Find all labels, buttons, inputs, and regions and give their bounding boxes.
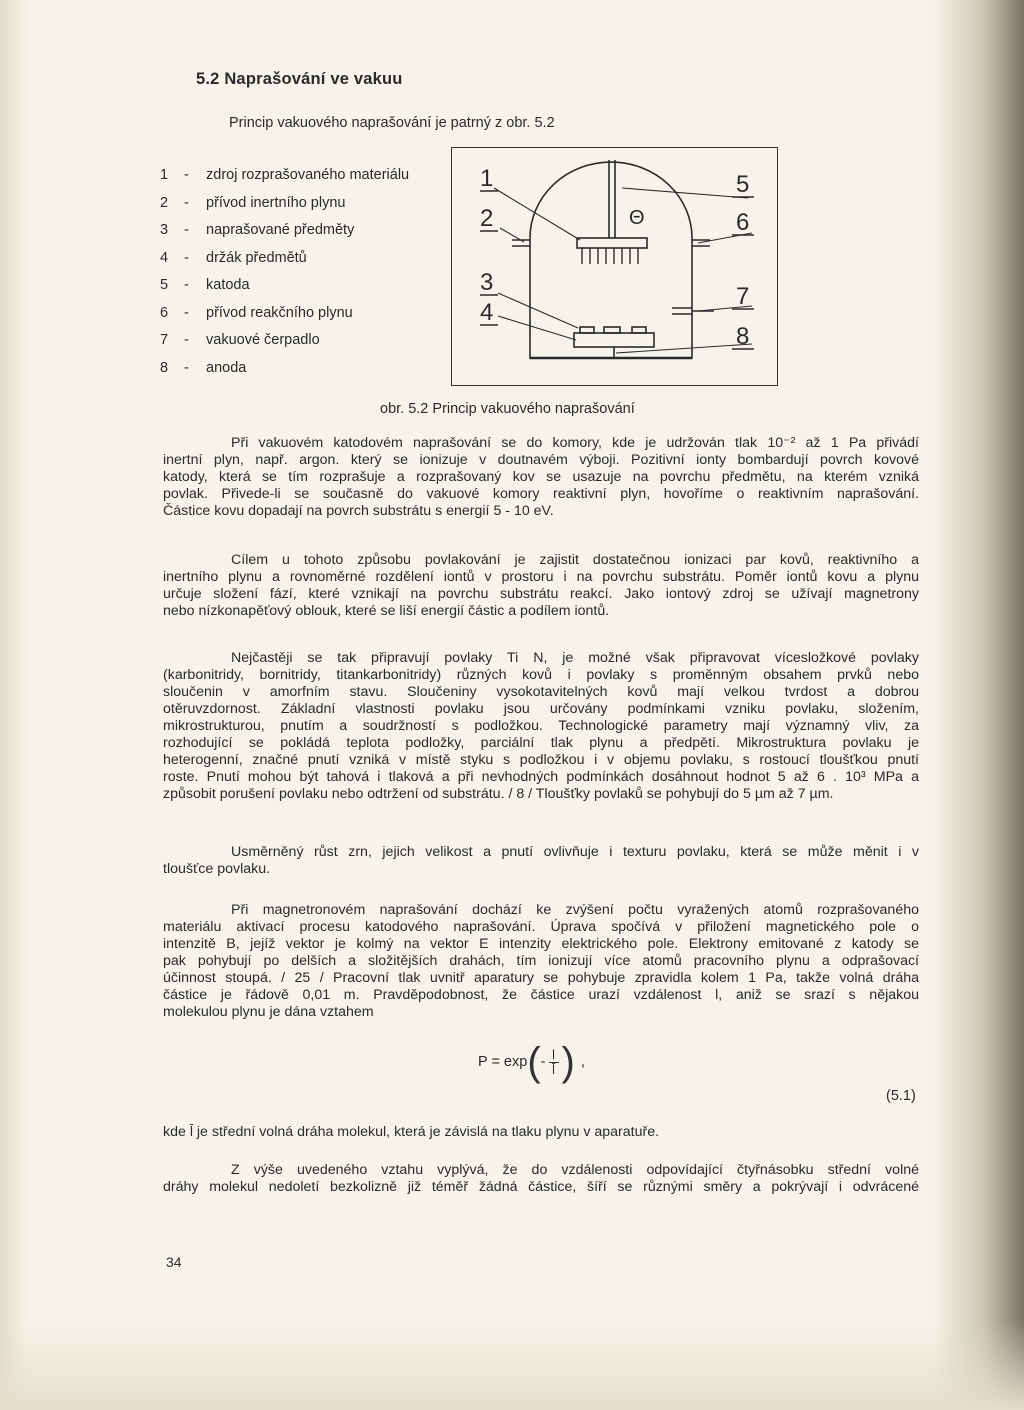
label-4: 4 <box>480 299 494 326</box>
page-number: 34 <box>166 1254 182 1270</box>
legend-item: 7 - vakuové čerpadlo <box>160 332 320 348</box>
formula-explanation: kde l̄ je střední volná dráha molekul, která je závislá na tlaku plynu v aparatuře. <box>163 1124 660 1140</box>
legend-item: 6 - přívod reakčního plynu <box>160 304 353 321</box>
sputtering-diagram <box>451 147 778 386</box>
legend-item: 3 - naprašované předměty <box>160 222 355 238</box>
workpiece <box>632 327 646 333</box>
chamber-schematic <box>452 148 777 385</box>
pump-connection <box>672 308 714 314</box>
cathode <box>577 238 647 248</box>
workpiece-holder <box>574 333 654 347</box>
equation-number: (5.1) <box>886 1088 916 1104</box>
legend-item: 2 - přívod inertního plynu <box>160 194 346 211</box>
legend-item: 4 - držák předmětů <box>160 249 307 266</box>
paragraph-1: Při vakuovém katodovém naprašování se do komory, kde je udržován tlak 10⁻² až 1 Pa přivádí inertní plyn, např. argon. který se ionizuje v doutnavém výboji. Pozitivní ionty bombardují povrch kovové katody, která se tím rozprašuje a rozprašovaný kov se usazuje na povrchu předmětu, na kterém vzniká povlak. Přivede-li se současně do vakuové komory reaktivní plyn, hovoříme o reaktivním naprašování. Částice kovu dopadají na povrch substrátu s energií 5 - 10 eV. <box>163 435 919 519</box>
page-edge-left <box>0 0 28 1410</box>
label-2: 2 <box>480 205 494 232</box>
legend-item: 1 - zdroj rozprašovaného materiálu <box>160 167 410 183</box>
workpiece <box>604 327 620 333</box>
cathode-polarity-symbol: Θ <box>629 207 645 229</box>
intro-text: Princip vakuového naprašování je patrný z obr. 5.2 <box>229 115 555 131</box>
label-7: 7 <box>736 283 750 310</box>
paragraph-5: Při magnetronovém naprašování dochází ke zvýšení počtu vyražených atomů rozprašovaného materiálu aktivací procesu katodového naprašování. Úprava spočívá v přiložení magnetického pole o intenzitě B, jejíž vektor je kolmý na vektor E intenzity elektrického pole. Elektrony emitované z katody se pak pohybují po delších a složitějších drahách, tím ionizují více atomů pracovního plynu a odprašovací účinnost stoupá. / 25 / Pracovní tlak uvnitř aparatury se pohybuje zpravidla kolem 1 Pa, takže volná dráha částice je řádově 0,01 m. Pravděpodobnost, že částice urazí vzdálenost l, aniž se srazí s nějakou molekulou plynu je dána vztahem <box>163 902 919 1020</box>
inert-gas-inlet <box>512 240 530 246</box>
label-3: 3 <box>480 269 494 296</box>
figure-caption: obr. 5.2 Princip vakuového naprašování <box>380 401 635 417</box>
page-bottom-shadow <box>0 1320 1024 1410</box>
fraction: $\frac{l}{l̄}$ <box>549 1048 559 1077</box>
paragraph-4: Usměrněný růst zrn, jejich velikost a pnutí ovlivňuje i texturu povlaku, která se může měnit i v tloušťce povlaku. <box>163 844 919 877</box>
section-title: 5.2 Naprašování ve vakuu <box>196 70 403 88</box>
workpiece <box>580 327 594 333</box>
mean-free-path-formula: P = exp ( - $\frac{l}{l̄}$ ) , <box>478 1040 585 1084</box>
paragraph-2: Cílem u tohoto způsobu povlakování je zajistit dostatečnou ionizaci par kovů, reaktivního a inertního plynu a rovnoměrné rozdělení iontů v prostoru i na povrchu substrátu. Poměr iontů kovu a plynu určuje složení fází, které vznikají na povrchu substrátu reakcí. Jako iontový zdroj se užívají magnetrony nebo nízkonapěťový oblouk, které se liší energií částic a podílem iontů. <box>163 552 919 619</box>
label-8: 8 <box>736 323 750 350</box>
legend-item: 8 - anoda <box>160 359 247 376</box>
label-1: 1 <box>480 165 494 192</box>
page-binding-shadow <box>934 0 1024 1410</box>
paragraph-6: Z výše uvedeného vztahu vyplývá, že do vzdálenosti odpovídající čtyřnásobku střední volné dráhy molekul nedoletí bezkolizně již téměř žádná částice, šíří se různými směry a pokrývají i odvrácené <box>163 1162 919 1195</box>
legend-item: 5 - katoda <box>160 277 250 293</box>
label-6: 6 <box>736 209 750 236</box>
figure-legend <box>160 167 409 387</box>
label-5: 5 <box>736 171 750 198</box>
right-paren: ) <box>561 1040 575 1084</box>
source-teeth <box>582 248 638 264</box>
paragraph-3: Nejčastěji se tak připravují povlaky Ti N, je možné však připravovat vícesložkové povlaky (karbonitridy, bornitridy, titankarbonitridy) různých kovů i povlaky s proměnným obsahem prvků nebo sloučenin v amorfním stavu. Sloučeniny vysokotavitelných kovů mají velkou tvrdost a dobrou otěruvzdornost. Základní vlastnosti povlaku jsou určovány podmínkami vzniku povlaku, složením, mikrostrukturou, pnutím a soudržností s podložkou. Technologické parametry mají významný vliv, za rozhodující se pokládá teplota podložky, parciální tlak plynu a předpětí. Mikrostruktura povlaku je heterogenní, značné pnutí vzniká v místě styku s podložkou i v objemu povlaku, s rostoucí tloušťkou pnutí roste. Pnutí mohou být tahová i tlaková a při nevhodných podmínkách dosáhnout hodnot 5 až 6 . 10³ MPa a způsobit porušení povlaku nebo odtržení od substrátu. / 8 / Tloušťky povlaků se pohybují do 5 µm až 7 µm. <box>163 650 919 802</box>
left-paren: ( <box>527 1040 541 1084</box>
